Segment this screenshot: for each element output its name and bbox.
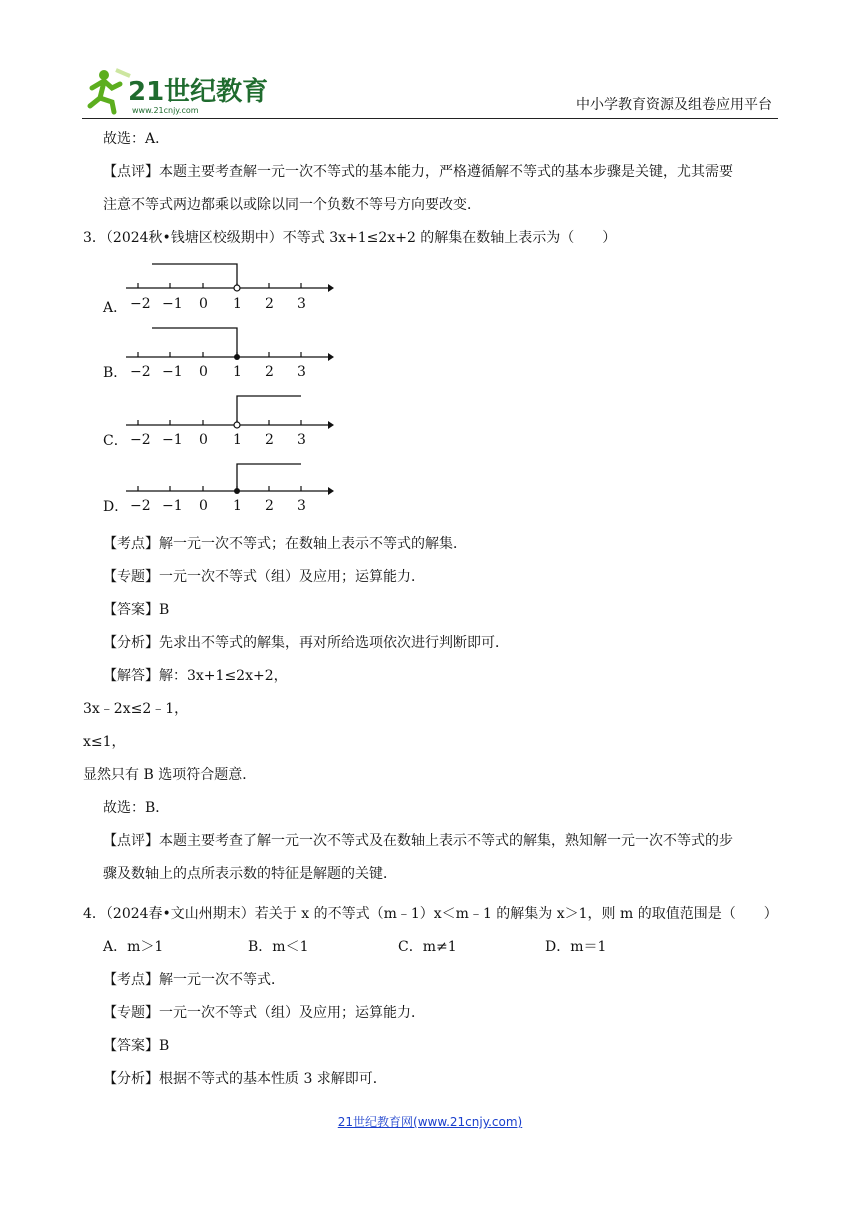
svg-text:−1: −1 xyxy=(162,296,183,312)
svg-text:1: 1 xyxy=(233,296,242,312)
svg-text:1: 1 xyxy=(233,498,242,514)
svg-text:www.21cnjy.com: www.21cnjy.com xyxy=(132,106,199,115)
q3-kaodian: 【考点】解一元一次不等式；在数轴上表示不等式的解集． xyxy=(103,536,467,552)
q2-comment-cont: 注意不等式两边都乘以或除以同一个负数不等号方向要改变． xyxy=(103,197,481,213)
page-header xyxy=(82,62,778,118)
svg-text:2: 2 xyxy=(265,432,274,448)
svg-text:−1: −1 xyxy=(162,432,183,448)
q3-option-d-numberline[interactable] xyxy=(120,456,340,514)
svg-text:0: 0 xyxy=(199,432,208,448)
svg-text:1: 1 xyxy=(233,364,242,380)
svg-text:−2: −2 xyxy=(130,432,151,448)
q2-choice: 故选：A． xyxy=(103,131,170,147)
q3-option-c-numberline[interactable] xyxy=(120,390,340,448)
q3-step3: 显然只有 B 选项符合题意． xyxy=(83,767,257,783)
q4-kaodian: 【考点】解一元一次不等式． xyxy=(103,972,285,988)
q4-option-a[interactable]: A．m＞1 xyxy=(103,939,164,955)
q3-answer: 【答案】B xyxy=(103,602,170,618)
svg-text:21世纪教育: 21世纪教育 xyxy=(128,77,269,107)
svg-text:0: 0 xyxy=(199,498,208,514)
q3-option-a-label: A． xyxy=(103,300,128,316)
q3-option-b-numberline[interactable] xyxy=(120,322,340,380)
header-divider xyxy=(82,118,778,119)
svg-text:−2: −2 xyxy=(130,498,151,514)
q3-choice: 故选：B． xyxy=(103,800,170,816)
svg-text:−2: −2 xyxy=(130,364,151,380)
q3-comment-cont: 骤及数轴上的点所表示数的特征是解题的关键． xyxy=(103,866,397,882)
svg-text:3: 3 xyxy=(297,364,306,380)
q4-stem: 4．（2024春•文山州期末）若关于 x 的不等式（m﹣1）x＜m﹣1 的解集为 x＞1，则 m 的取值范围是（ ） xyxy=(83,906,778,922)
svg-text:2: 2 xyxy=(265,498,274,514)
q3-fenxi: 【分析】先求出不等式的解集，再对所给选项依次进行判断即可． xyxy=(103,635,509,651)
svg-text:2: 2 xyxy=(265,364,274,380)
q4-answer: 【答案】B xyxy=(103,1038,170,1054)
svg-text:−1: −1 xyxy=(162,364,183,380)
q2-comment: 【点评】本题主要考查解一元一次不等式的基本能力，严格遵循解不等式的基本步骤是关键，尤其需要 xyxy=(103,164,733,180)
q4-option-b[interactable]: B．m＜1 xyxy=(248,939,309,955)
q3-step1: 3x﹣2x≤2﹣1， xyxy=(83,701,189,717)
svg-text:3: 3 xyxy=(297,432,306,448)
page-footer xyxy=(0,1113,860,1130)
q3-jieda: 【解答】解：3x+1≤2x+2， xyxy=(103,668,288,684)
q3-step2: x≤1， xyxy=(83,734,126,750)
platform-title: 中小学教育资源及组卷应用平台 xyxy=(576,97,772,113)
svg-text:0: 0 xyxy=(199,364,208,380)
q3-option-d-label: D． xyxy=(103,499,129,515)
q3-option-b-label: B． xyxy=(103,365,128,381)
svg-text:1: 1 xyxy=(233,432,242,448)
svg-text:−1: −1 xyxy=(162,498,183,514)
q3-option-c-label: C． xyxy=(103,433,128,449)
svg-text:−2: −2 xyxy=(130,296,151,312)
logo-21cnjy xyxy=(82,66,282,116)
q4-fenxi: 【分析】根据不等式的基本性质 3 求解即可． xyxy=(103,1071,387,1087)
svg-text:3: 3 xyxy=(297,498,306,514)
q4-option-c[interactable]: C．m≠1 xyxy=(398,939,457,955)
q3-zhuanti: 【专题】一元一次不等式（组）及应用；运算能力． xyxy=(103,569,425,585)
svg-text:0: 0 xyxy=(199,296,208,312)
q3-stem: 3．（2024秋•钱塘区校级期中）不等式 3x+1≤2x+2 的解集在数轴上表示为（ ） xyxy=(83,230,617,246)
q4-zhuanti: 【专题】一元一次不等式（组）及应用；运算能力． xyxy=(103,1005,425,1021)
q4-option-d[interactable]: D．m＝1 xyxy=(545,939,607,955)
svg-text:2: 2 xyxy=(265,296,274,312)
q3-option-a-numberline[interactable] xyxy=(120,256,340,314)
q3-comment: 【点评】本题主要考查了解一元一次不等式及在数轴上表示不等式的解集，熟知解一元一次不等式的步 xyxy=(103,833,733,849)
svg-text:3: 3 xyxy=(297,296,306,312)
footer-link[interactable]: 21世纪教育网(www.21cnjy.com) xyxy=(337,1115,523,1129)
